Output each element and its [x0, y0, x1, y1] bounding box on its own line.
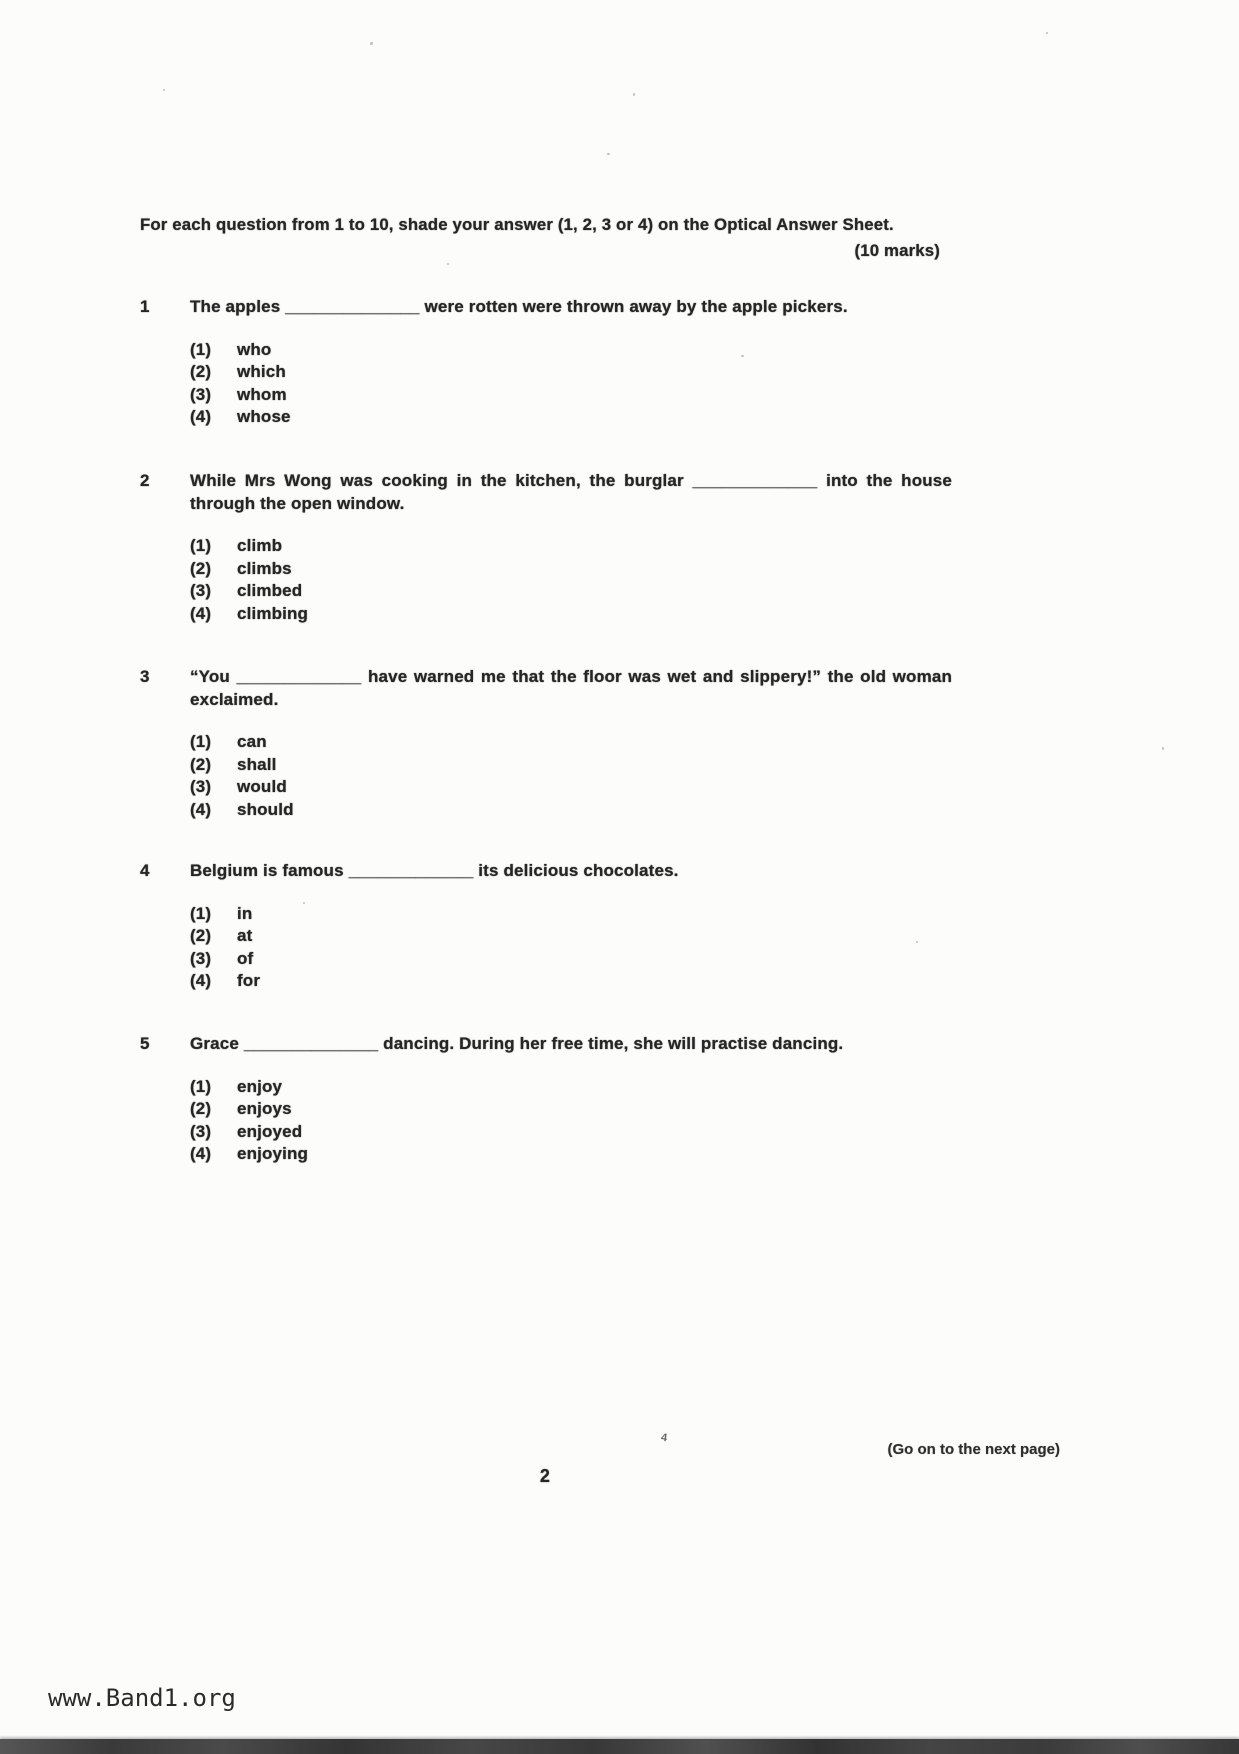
- question-number: 4: [140, 861, 150, 880]
- option-row: [190, 799, 952, 822]
- option-row: [190, 1143, 952, 1166]
- options-list: [190, 535, 952, 625]
- option-row: [190, 339, 952, 362]
- option-row: [190, 925, 952, 948]
- option-label: whom: [237, 384, 287, 404]
- options-list: [190, 731, 952, 821]
- option-row: [190, 731, 952, 754]
- watermark-url: www.Band1.org: [48, 1684, 236, 1712]
- option-row: [190, 776, 952, 799]
- option-number: (2): [190, 558, 212, 578]
- question-text: “You _____________ have warned me that the floor was wet and slippery!” the old woman exclaimed.: [190, 667, 952, 709]
- option-row: [190, 754, 952, 777]
- question-number: 1: [140, 297, 150, 316]
- option-number: (2): [190, 754, 212, 774]
- option-label: of: [237, 948, 254, 968]
- option-row: [190, 384, 952, 407]
- options-list: [190, 1076, 952, 1166]
- option-number: (3): [190, 1121, 212, 1141]
- option-number: (1): [190, 1076, 212, 1096]
- option-label: shall: [237, 754, 277, 774]
- option-label: climbed: [237, 581, 303, 600]
- option-row: [190, 603, 952, 626]
- question-number: 2: [140, 471, 150, 490]
- option-label: should: [237, 799, 294, 819]
- question-1: [140, 296, 952, 429]
- option-row: [190, 535, 952, 558]
- option-row: [190, 1076, 952, 1099]
- option-label: at: [237, 926, 253, 945]
- option-number: (4): [190, 799, 212, 819]
- option-label: enjoys: [237, 1099, 292, 1118]
- option-number: (1): [190, 732, 212, 751]
- scan-speck: [607, 153, 610, 155]
- option-row: [190, 406, 952, 429]
- scan-speck: [1162, 747, 1164, 750]
- option-row: [190, 1121, 952, 1144]
- question-text: The apples ______________ were rotten were thrown away by the apple pickers.: [190, 297, 848, 316]
- question-text: While Mrs Wong was cooking in the kitchen, the burglar _____________ into the house through the open window.: [190, 471, 952, 513]
- marks-label: (10 marks): [854, 241, 940, 260]
- header-block: [140, 212, 940, 264]
- question-5: [140, 1033, 952, 1166]
- instruction-text: For each question from 1 to 10, shade your answer (1, 2, 3 or 4) on the Optical Answer Sheet.: [140, 215, 894, 234]
- page-number: 2: [539, 1466, 551, 1486]
- scan-speck: [633, 93, 635, 96]
- question-text: Belgium is famous _____________ its delicious chocolates.: [190, 861, 679, 880]
- scan-artifact-mark: 4: [660, 1431, 668, 1445]
- option-label: for: [237, 971, 261, 990]
- option-number: (1): [190, 339, 212, 359]
- option-row: [190, 580, 952, 603]
- option-label: can: [237, 732, 267, 751]
- option-number: (2): [190, 926, 212, 945]
- question-text: Grace ______________ dancing. During her free time, she will practise dancing.: [190, 1034, 844, 1053]
- question-number: 3: [140, 667, 150, 686]
- option-number: (1): [190, 903, 212, 923]
- option-number: (3): [190, 384, 212, 404]
- option-number: (4): [190, 1144, 212, 1163]
- question-3: [140, 666, 952, 821]
- scan-speck: [1046, 32, 1048, 34]
- option-label: which: [237, 362, 286, 381]
- question-number: 5: [140, 1034, 150, 1053]
- option-number: (4): [190, 603, 212, 623]
- option-label: enjoying: [237, 1144, 309, 1163]
- option-label: climbing: [237, 603, 309, 623]
- option-number: (4): [190, 407, 212, 426]
- option-number: (3): [190, 581, 212, 600]
- option-label: enjoyed: [237, 1121, 303, 1141]
- option-number: (3): [190, 948, 212, 968]
- scan-speck: [370, 42, 373, 45]
- option-label: enjoy: [237, 1076, 283, 1096]
- next-page-note: (Go on to the next page): [887, 1441, 1060, 1458]
- question-4: [140, 860, 952, 993]
- question-2: [140, 470, 952, 625]
- option-label: whose: [237, 407, 291, 426]
- option-label: who: [237, 339, 272, 359]
- option-row: [190, 970, 952, 993]
- option-label: would: [237, 777, 287, 796]
- option-label: in: [237, 903, 253, 923]
- options-list: [190, 339, 952, 429]
- option-number: (2): [190, 362, 212, 381]
- option-label: climbs: [237, 558, 292, 578]
- scan-speck: [163, 89, 165, 91]
- option-row: [190, 903, 952, 926]
- option-number: (4): [190, 971, 212, 990]
- option-row: [190, 1098, 952, 1121]
- option-row: [190, 558, 952, 581]
- bottom-scan-bar: [0, 1739, 1239, 1754]
- option-label: climb: [237, 536, 283, 555]
- options-list: [190, 903, 952, 993]
- option-number: (3): [190, 777, 212, 796]
- option-row: [190, 948, 952, 971]
- option-number: (1): [190, 536, 212, 555]
- option-row: [190, 361, 952, 384]
- option-number: (2): [190, 1099, 212, 1118]
